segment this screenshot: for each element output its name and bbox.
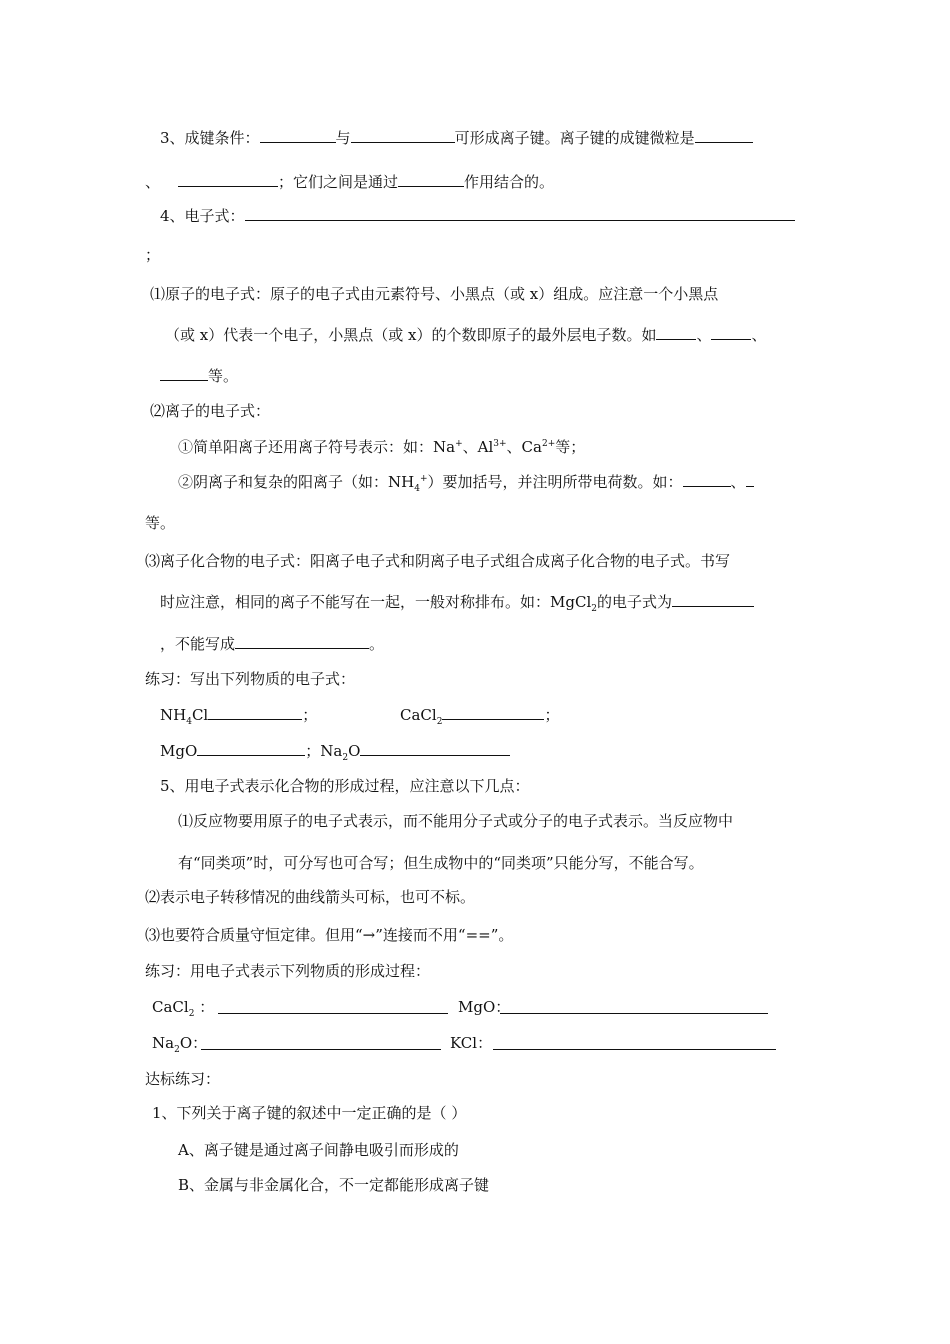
sec5-rule2: ⑵表示电子转移情况的曲线箭头可标，也可不标。: [145, 888, 476, 906]
blank[interactable]: [260, 127, 336, 143]
p3-text: 的电子式为: [596, 593, 672, 611]
semi: ；: [302, 706, 318, 724]
sec4-line: [160, 205, 795, 227]
ex1-nh4cl: [160, 704, 317, 726]
formula: O：: [179, 1034, 208, 1052]
ex2-title: 练习：用电子式表示下列物质的形成过程：: [145, 962, 431, 980]
sec5-title: 5、用电子式表示化合物的形成过程，应注意以下几点：: [160, 777, 530, 795]
blank[interactable]: [160, 365, 208, 381]
p1-line2: [165, 324, 767, 346]
p2-item2: [178, 471, 754, 493]
p2-text: 等；: [555, 438, 586, 456]
p2-item1: [178, 436, 585, 458]
blank[interactable]: [178, 171, 278, 187]
p2-title: ⑵离子的电子式：: [150, 402, 271, 420]
blank[interactable]: [351, 127, 455, 143]
sec3-text: ；它们之间是通过: [278, 173, 399, 191]
blank[interactable]: [360, 740, 510, 756]
blank[interactable]: [442, 704, 544, 720]
subscript: 2: [174, 1045, 180, 1055]
p2-text: ②阴离子和复杂的阳离子（如：NH: [178, 473, 415, 491]
formula: NH: [160, 706, 187, 724]
sec4-semicolon: ；: [145, 246, 161, 264]
p2-text: 、Ca: [506, 438, 542, 456]
sec3-text: 3、成键条件：: [160, 129, 260, 147]
subscript: 2: [436, 717, 443, 727]
sec5-rule3: ⑶也要符合质量守恒定律。但用“→”连接而不用“==”。: [145, 926, 514, 944]
p2-sep: 、: [730, 473, 746, 491]
p3-text: ，不能写成: [160, 635, 236, 653]
subscript: 4: [186, 717, 192, 727]
quiz-option-a[interactable]: A、离子键是通过离子间静电吸引而形成的: [178, 1141, 459, 1159]
blank[interactable]: [493, 1034, 776, 1050]
formula: CaCl: [152, 998, 189, 1016]
blank[interactable]: [500, 998, 768, 1014]
blank[interactable]: [711, 324, 751, 340]
p3-line1: ⑶离子化合物的电子式：阳离子电子式和阴离子电子式组合成离子化合物的电子式。书写: [145, 552, 731, 570]
subscript: 2: [591, 604, 597, 614]
p1-line1: ⑴原子的电子式：原子的电子式由元素符号、小黑点（或 x）组成。应注意一个小黑点: [150, 285, 719, 303]
sec3-text: 作用结合的。: [464, 173, 555, 191]
blank[interactable]: [695, 127, 753, 143]
subscript: 2: [342, 753, 349, 763]
ex1-mgo-na2o: [160, 740, 510, 762]
quiz-q1: 1、下列关于离子键的叙述中一定正确的是（ ）: [152, 1104, 467, 1122]
p3-line3: [160, 633, 384, 655]
p2-text: 、Al: [462, 438, 494, 456]
formula: Na: [320, 742, 343, 760]
semi: ；: [305, 742, 321, 760]
sec3-text: 、: [145, 173, 161, 191]
blank[interactable]: [245, 205, 795, 221]
colon: ：: [194, 998, 215, 1016]
sec5-rule1a: ⑴反应物要用原子的电子式表示，而不能用分子式或分子的电子式表示。当反应物中: [178, 812, 734, 830]
formula: CaCl: [400, 706, 437, 724]
subscript: 2: [188, 1009, 195, 1019]
p2-text: ）要加括号，并注明所带电荷数。如：: [427, 473, 683, 491]
quiz-title: 达标练习：: [145, 1070, 221, 1088]
formula: KCl：: [450, 1034, 493, 1052]
formula: Na: [152, 1034, 175, 1052]
blank[interactable]: [398, 171, 464, 187]
formula: MgO：: [458, 998, 511, 1016]
sec3-text: 可形成离子键。离子键的成键微粒是: [454, 129, 695, 147]
ex2-na2o: [152, 1032, 207, 1054]
p3-line2: [160, 591, 754, 613]
formula: Cl: [191, 706, 209, 724]
p1-sep: 、: [751, 326, 767, 344]
p2-end: 等。: [145, 514, 176, 532]
sec3-text: 与: [335, 129, 351, 147]
formula: O: [348, 742, 361, 760]
sec5-rule1b: 有“同类项”时，可分写也可合写；但生成物中的“同类项”只能分写，不能合写。: [178, 854, 704, 872]
p1-line3: [160, 365, 238, 387]
p1-end: 等。: [208, 367, 239, 385]
p2-text: ①简单阳离子还用离子符号表示：如：Na: [178, 438, 456, 456]
charge-sup: 2+: [541, 439, 556, 449]
blank[interactable]: [683, 471, 731, 487]
blank[interactable]: [208, 704, 302, 720]
blank[interactable]: [656, 324, 696, 340]
charge-sup: 3+: [493, 439, 507, 449]
p3-text: 时应注意，相同的离子不能写在一起，一般对称排布。如：MgCl: [160, 593, 592, 611]
p3-text: 。: [369, 635, 385, 653]
subscript: 4: [414, 484, 420, 494]
blank[interactable]: [218, 998, 448, 1014]
blank[interactable]: [235, 633, 369, 649]
ex2-cacl2: [152, 996, 214, 1018]
sec3-line2: [145, 171, 554, 193]
blank[interactable]: [746, 471, 754, 487]
ex1-cacl2: [400, 704, 559, 726]
formula: MgO: [160, 742, 198, 760]
blank[interactable]: [672, 591, 754, 607]
blank[interactable]: [197, 740, 305, 756]
blank[interactable]: [201, 1034, 441, 1050]
quiz-option-b[interactable]: B、金属与非金属化合，不一定都能形成离子键: [178, 1176, 490, 1194]
semi: ；: [544, 706, 560, 724]
sec3-line1: [160, 127, 753, 149]
charge-sup: +: [419, 474, 428, 484]
p1-text: （或 x）代表一个电子，小黑点（或 x）的个数即原子的最外层电子数。如: [165, 326, 657, 344]
p1-sep: 、: [696, 326, 712, 344]
sec4-label: 4、电子式：: [160, 207, 245, 225]
charge-sup: +: [455, 439, 463, 449]
ex1-title: 练习：写出下列物质的电子式：: [145, 670, 356, 688]
